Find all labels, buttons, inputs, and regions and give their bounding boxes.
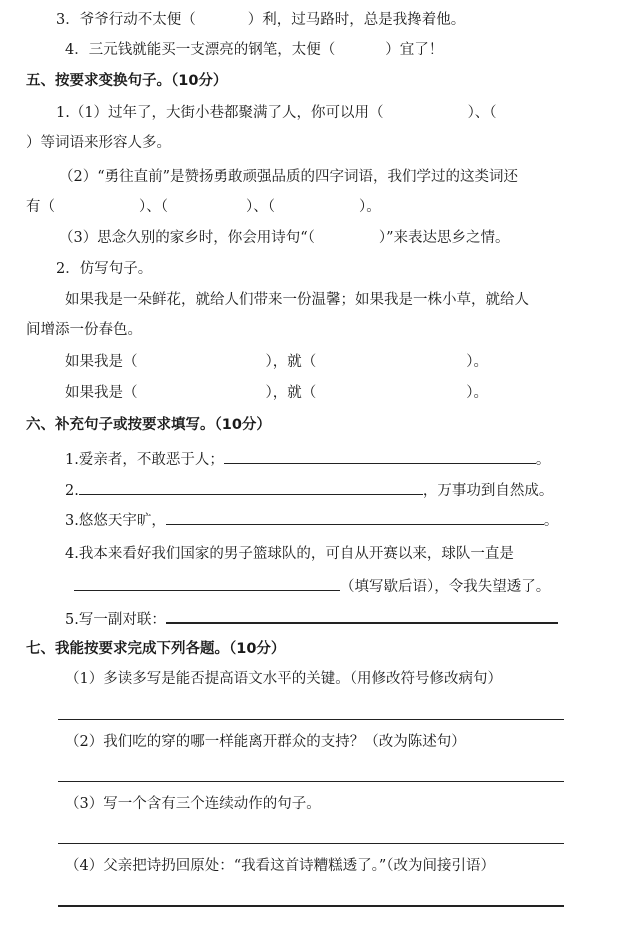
s5-1-2-text-d: ）。 xyxy=(359,199,381,215)
q4-3-text-b: ）利，过马路时，总是我搀着他。 xyxy=(247,12,466,28)
s6-4-text-b: （填写歇后语），令我失望透了。 xyxy=(340,579,551,595)
s6-1-underline[interactable] xyxy=(224,449,536,464)
q4-3-text-a: 3．爷爷行动不太便（ xyxy=(56,12,196,28)
s6-2-underline[interactable] xyxy=(79,480,423,495)
s5-2-a-text-b: ），就（ xyxy=(265,354,317,370)
s5-2-a-text-a: 如果我是（ xyxy=(65,354,138,370)
s5-1-1-cont xyxy=(26,134,171,152)
s6-2-text-b: ，万事功到自然成。 xyxy=(422,483,554,499)
s7-3-line: （3）写一个含有三个连续动作的句子。 xyxy=(65,796,321,812)
q4-4-text-a: 4．三元钱就能买一支漂亮的钢笔，太便（ xyxy=(65,42,336,58)
s5-1-1-text-a: 1.（1）过年了，大街小巷都聚满了人，你可以用（ xyxy=(56,105,384,121)
q4-3-line xyxy=(56,11,465,29)
s6-3-underline[interactable] xyxy=(166,510,544,525)
s5-2-example-2: 间增添一份春色。 xyxy=(26,322,142,338)
s5-2-fill-b xyxy=(65,384,488,402)
s5-1-1-line xyxy=(56,104,497,122)
q4-4-text-b: ）宜了！ xyxy=(385,42,444,58)
section-6-title: 六、补充句子或按要求填写。（10分） xyxy=(26,417,271,433)
s5-1-2-text-b: ）、（ xyxy=(139,199,168,215)
s6-4-underline[interactable] xyxy=(74,576,340,591)
s6-5-text: 5.写一副对联： xyxy=(65,612,166,628)
s5-1-2-line: （2）“勇往直前”是赞扬勇敢顽强品质的四字词语，我们学过的这类词还 xyxy=(59,169,519,185)
s6-1-line xyxy=(65,449,550,469)
s5-1-2-cont xyxy=(26,198,381,216)
s6-4-cont xyxy=(74,576,550,596)
s7-4-line: （4）父亲把诗扔回原处：“我看这首诗糟糕透了。”（改为间接引语） xyxy=(65,858,496,874)
s6-2-text-a: 2. xyxy=(65,483,79,499)
s5-1-1-text-b: ）、（ xyxy=(467,105,497,121)
s6-3-line xyxy=(65,510,558,530)
s7-4-answer-line[interactable] xyxy=(58,905,564,907)
s6-1-text-a: 1.爱亲者，不敢恶于人； xyxy=(65,452,224,468)
s5-2-line: 2．仿写句子。 xyxy=(56,261,153,277)
s6-5-line xyxy=(65,608,558,629)
s6-2-line xyxy=(65,480,553,500)
s7-1-line: （1）多读多写是能否提高语文水平的关键。（用修改符号修改病句） xyxy=(65,671,502,687)
s5-1-2-text-a: 有（ xyxy=(26,199,55,215)
s5-2-example-1: 如果我是一朵鲜花，就给人们带来一份温馨；如果我是一株小草，就给人 xyxy=(65,292,529,308)
s5-2-b-text-a: 如果我是（ xyxy=(65,385,138,401)
s5-1-1-text-c: ）等词语来形容人多。 xyxy=(26,135,171,151)
s5-2-a-text-c: ）。 xyxy=(466,354,488,370)
s6-4-line: 4.我本来看好我们国家的男子篮球队的，可自从开赛以来，球队一直是 xyxy=(65,546,514,562)
s7-1-answer-line[interactable] xyxy=(58,719,564,720)
s6-5-underline[interactable] xyxy=(166,608,558,624)
s5-1-3-text-b: ）”来表达思乡之情。 xyxy=(378,230,510,246)
s7-2-line: （2）我们吃的穿的哪一样能离开群众的支持？（改为陈述句） xyxy=(65,734,466,750)
s5-2-b-text-c: ）。 xyxy=(466,385,488,401)
q4-4-line xyxy=(65,41,443,59)
s7-2-answer-line[interactable] xyxy=(58,781,564,782)
s5-2-fill-a xyxy=(65,353,488,371)
s6-1-text-b: 。 xyxy=(535,452,551,468)
s7-3-answer-line[interactable] xyxy=(58,843,564,844)
s6-3-text-a: 3.悠悠天宇旷， xyxy=(65,513,166,529)
section-5-title: 五、按要求变换句子。（10分） xyxy=(26,73,228,89)
s5-1-3-text-a: （3）思念久别的家乡时，你会用诗句“（ xyxy=(59,230,315,246)
s5-2-b-text-b: ），就（ xyxy=(265,385,317,401)
s6-3-text-b: 。 xyxy=(543,513,559,529)
section-7-title: 七、我能按要求完成下列各题。（10分） xyxy=(26,641,286,657)
s5-1-2-text-c: ）、（ xyxy=(246,199,275,215)
s5-1-3-line xyxy=(59,229,510,247)
